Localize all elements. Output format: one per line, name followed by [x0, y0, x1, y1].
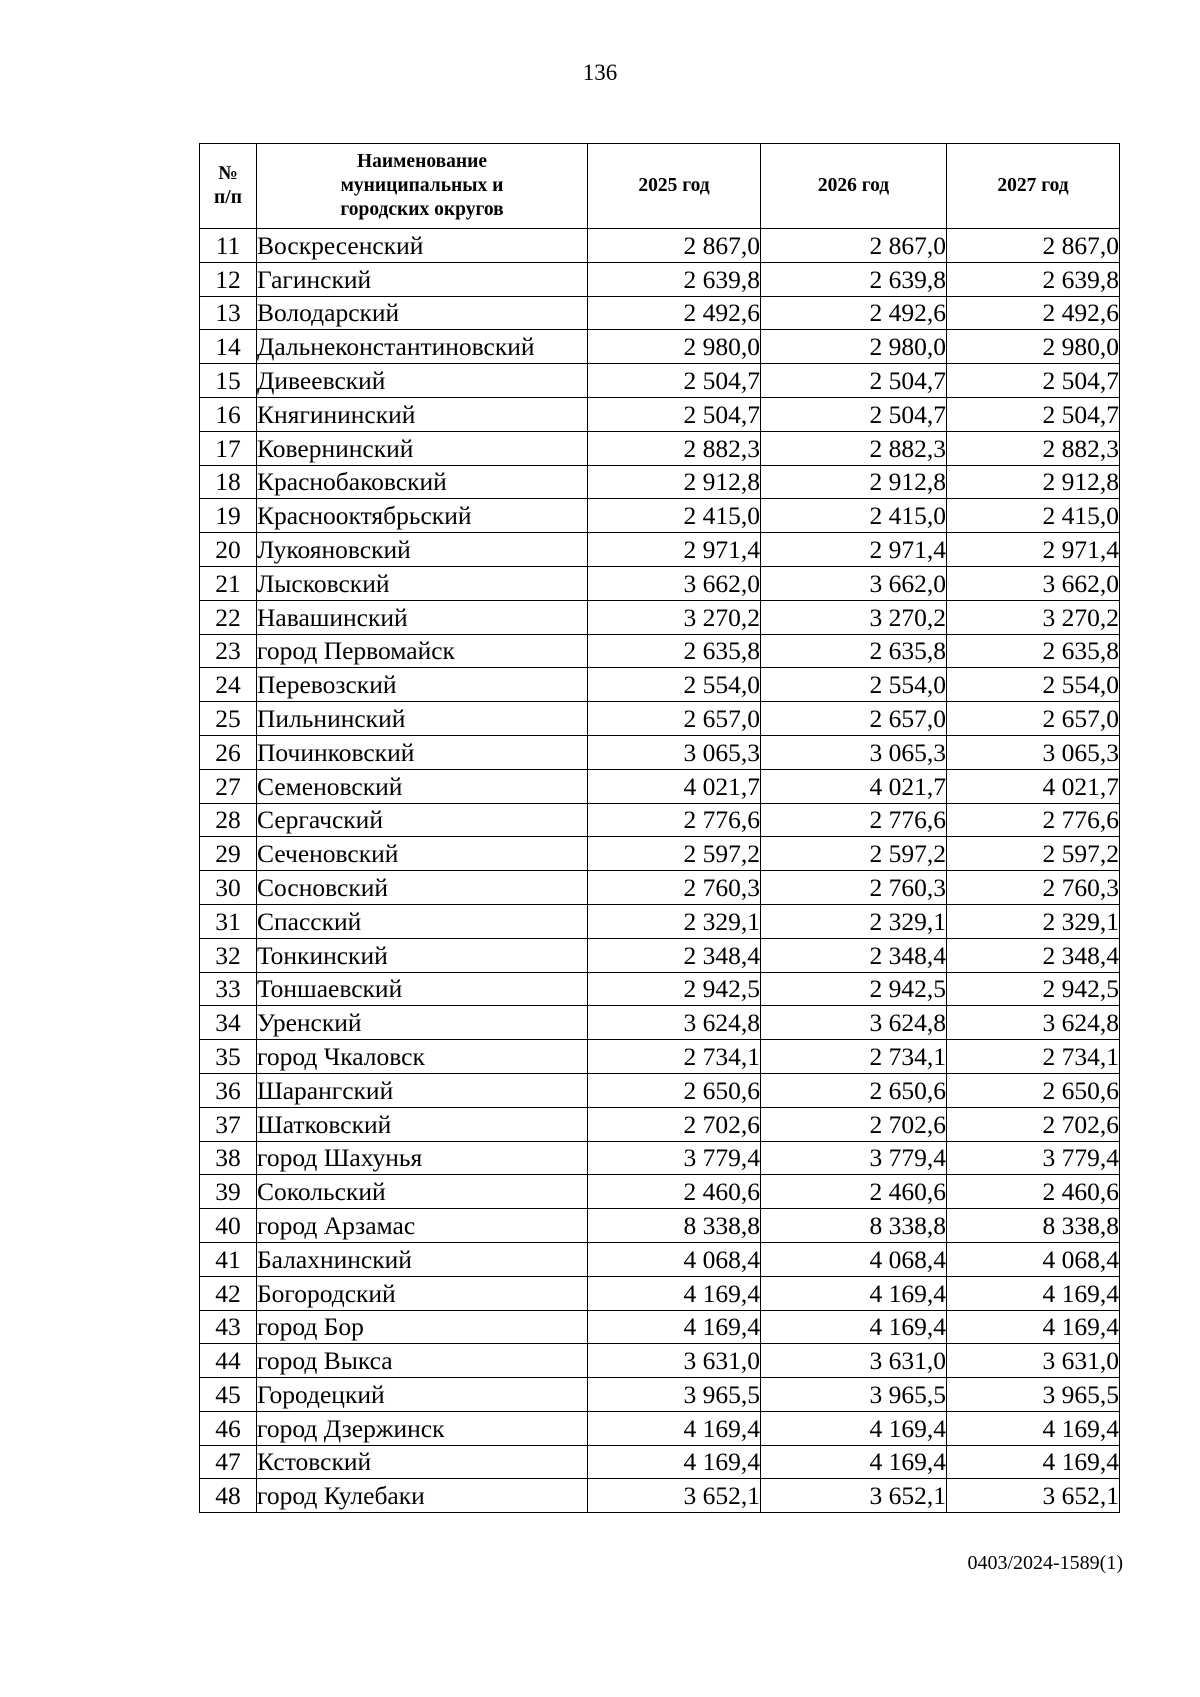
value-2027-cell: 2 639,8 [947, 262, 1120, 296]
row-number-cell: 43 [200, 1310, 257, 1344]
value-2027-cell: 2 980,0 [947, 330, 1120, 364]
value-2027-cell: 4 169,4 [947, 1310, 1120, 1344]
row-number-cell: 17 [200, 431, 257, 465]
value-2027-cell: 3 065,3 [947, 735, 1120, 769]
value-2026-cell: 4 169,4 [761, 1445, 947, 1479]
table-row [200, 837, 1120, 871]
value-2026-cell: 3 065,3 [761, 735, 947, 769]
header-2027: 2027 год [947, 144, 1120, 229]
value-2025-cell: 3 270,2 [588, 600, 761, 634]
table-row [200, 262, 1120, 296]
table-row [200, 465, 1120, 499]
table-row [200, 566, 1120, 600]
header-2026: 2026 год [761, 144, 947, 229]
value-2025-cell: 3 965,5 [588, 1378, 761, 1412]
table-row [200, 702, 1120, 736]
table-row [200, 972, 1120, 1006]
municipality-name-cell: Пильнинский [257, 702, 588, 736]
value-2027-cell: 2 554,0 [947, 668, 1120, 702]
page-number: 136 [582, 60, 618, 85]
row-number-cell: 24 [200, 668, 257, 702]
municipality-name-cell: город Дзержинск [257, 1411, 588, 1445]
municipality-name-cell: Ковернинский [257, 431, 588, 465]
municipality-name-cell: Кстовский [257, 1445, 588, 1479]
value-2026-cell: 2 492,6 [761, 296, 947, 330]
value-2026-cell: 4 021,7 [761, 769, 947, 803]
value-2027-cell: 2 650,6 [947, 1073, 1120, 1107]
municipality-name-cell: Шарангский [257, 1073, 588, 1107]
row-number-cell: 33 [200, 972, 257, 1006]
row-number-cell: 34 [200, 1006, 257, 1040]
municipality-name-cell: Дальнеконстантиновский [257, 330, 588, 364]
municipality-name-cell: Лукояновский [257, 533, 588, 567]
row-number-cell: 20 [200, 533, 257, 567]
value-2025-cell: 2 554,0 [588, 668, 761, 702]
table-row [200, 904, 1120, 938]
municipality-name-cell: Навашинский [257, 600, 588, 634]
value-2025-cell: 4 169,4 [588, 1411, 761, 1445]
value-2026-cell: 3 779,4 [761, 1141, 947, 1175]
row-number-cell: 28 [200, 803, 257, 837]
value-2026-cell: 3 662,0 [761, 566, 947, 600]
value-2026-cell: 2 776,6 [761, 803, 947, 837]
value-2027-cell: 2 734,1 [947, 1040, 1120, 1074]
value-2027-cell: 2 912,8 [947, 465, 1120, 499]
value-2026-cell: 2 597,2 [761, 837, 947, 871]
municipality-name-cell: Городецкий [257, 1378, 588, 1412]
table-row [200, 1141, 1120, 1175]
value-2027-cell: 2 971,4 [947, 533, 1120, 567]
municipality-name-cell: Тоншаевский [257, 972, 588, 1006]
budget-table [199, 143, 1120, 1513]
table-row [200, 229, 1120, 263]
municipality-name-cell: город Выкса [257, 1344, 588, 1378]
table-row [200, 1175, 1120, 1209]
table-row [200, 1310, 1120, 1344]
table-row [200, 1445, 1120, 1479]
municipality-name-cell: Краснооктябрьский [257, 499, 588, 533]
row-number-cell: 12 [200, 262, 257, 296]
municipality-name-cell: Богородский [257, 1276, 588, 1310]
value-2027-cell: 2 415,0 [947, 499, 1120, 533]
value-2025-cell: 4 021,7 [588, 769, 761, 803]
value-2026-cell: 2 971,4 [761, 533, 947, 567]
value-2026-cell: 2 348,4 [761, 938, 947, 972]
value-2026-cell: 2 657,0 [761, 702, 947, 736]
value-2025-cell: 2 882,3 [588, 431, 761, 465]
value-2027-cell: 4 169,4 [947, 1276, 1120, 1310]
table-row [200, 364, 1120, 398]
value-2026-cell: 2 760,3 [761, 871, 947, 905]
table-row [200, 296, 1120, 330]
value-2025-cell: 3 631,0 [588, 1344, 761, 1378]
municipality-name-cell: Перевозский [257, 668, 588, 702]
row-number-cell: 26 [200, 735, 257, 769]
row-number-cell: 13 [200, 296, 257, 330]
row-number-cell: 48 [200, 1479, 257, 1513]
municipality-name-cell: Сеченовский [257, 837, 588, 871]
header-2025: 2025 год [588, 144, 761, 229]
table-row [200, 1107, 1120, 1141]
table-row [200, 533, 1120, 567]
value-2027-cell: 2 635,8 [947, 634, 1120, 668]
value-2027-cell: 2 657,0 [947, 702, 1120, 736]
value-2027-cell: 2 348,4 [947, 938, 1120, 972]
value-2025-cell: 3 652,1 [588, 1479, 761, 1513]
value-2027-cell: 2 882,3 [947, 431, 1120, 465]
value-2025-cell: 2 650,6 [588, 1073, 761, 1107]
table-row [200, 803, 1120, 837]
value-2026-cell: 4 169,4 [761, 1276, 947, 1310]
row-number-cell: 32 [200, 938, 257, 972]
value-2025-cell: 2 329,1 [588, 904, 761, 938]
municipality-name-cell: Володарский [257, 296, 588, 330]
row-number-cell: 19 [200, 499, 257, 533]
value-2025-cell: 4 169,4 [588, 1276, 761, 1310]
row-number-cell: 36 [200, 1073, 257, 1107]
municipality-name-cell: Княгининский [257, 397, 588, 431]
municipality-name-cell: Уренский [257, 1006, 588, 1040]
row-number-cell: 46 [200, 1411, 257, 1445]
value-2027-cell: 2 460,6 [947, 1175, 1120, 1209]
value-2026-cell: 2 882,3 [761, 431, 947, 465]
value-2025-cell: 2 635,8 [588, 634, 761, 668]
municipality-name-cell: город Шахунья [257, 1141, 588, 1175]
municipality-name-cell: Спасский [257, 904, 588, 938]
value-2026-cell: 2 504,7 [761, 397, 947, 431]
value-2026-cell: 2 702,6 [761, 1107, 947, 1141]
value-2025-cell: 2 504,7 [588, 397, 761, 431]
value-2027-cell: 2 867,0 [947, 229, 1120, 263]
value-2027-cell: 2 942,5 [947, 972, 1120, 1006]
value-2027-cell: 3 779,4 [947, 1141, 1120, 1175]
value-2026-cell: 3 652,1 [761, 1479, 947, 1513]
municipality-name-cell: Тонкинский [257, 938, 588, 972]
row-number-cell: 37 [200, 1107, 257, 1141]
value-2027-cell: 3 662,0 [947, 566, 1120, 600]
value-2027-cell: 3 652,1 [947, 1479, 1120, 1513]
value-2025-cell: 3 624,8 [588, 1006, 761, 1040]
table-row [200, 1242, 1120, 1276]
table-row [200, 431, 1120, 465]
municipality-name-cell: Воскресенский [257, 229, 588, 263]
value-2026-cell: 3 270,2 [761, 600, 947, 634]
value-2025-cell: 2 776,6 [588, 803, 761, 837]
row-number-cell: 42 [200, 1276, 257, 1310]
row-number-cell: 11 [200, 229, 257, 263]
table-header-row [200, 144, 1120, 229]
value-2026-cell: 2 980,0 [761, 330, 947, 364]
value-2025-cell: 2 867,0 [588, 229, 761, 263]
value-2025-cell: 2 348,4 [588, 938, 761, 972]
value-2025-cell: 3 065,3 [588, 735, 761, 769]
value-2025-cell: 2 942,5 [588, 972, 761, 1006]
table-row [200, 871, 1120, 905]
table-body [200, 229, 1120, 1513]
header-name [257, 144, 588, 229]
row-number-cell: 29 [200, 837, 257, 871]
table-row [200, 668, 1120, 702]
value-2026-cell: 4 169,4 [761, 1411, 947, 1445]
value-2025-cell: 2 597,2 [588, 837, 761, 871]
value-2027-cell: 8 338,8 [947, 1209, 1120, 1243]
value-2025-cell: 2 657,0 [588, 702, 761, 736]
row-number-cell: 44 [200, 1344, 257, 1378]
table-row [200, 1073, 1120, 1107]
table-row [200, 1276, 1120, 1310]
municipality-name-cell: Шатковский [257, 1107, 588, 1141]
row-number-cell: 14 [200, 330, 257, 364]
value-2026-cell: 8 338,8 [761, 1209, 947, 1243]
value-2026-cell: 3 624,8 [761, 1006, 947, 1040]
row-number-cell: 31 [200, 904, 257, 938]
value-2026-cell: 3 965,5 [761, 1378, 947, 1412]
value-2026-cell: 2 912,8 [761, 465, 947, 499]
value-2025-cell: 2 415,0 [588, 499, 761, 533]
municipality-name-cell: Сосновский [257, 871, 588, 905]
table-row [200, 499, 1120, 533]
municipality-name-cell: Балахнинский [257, 1242, 588, 1276]
value-2026-cell: 2 554,0 [761, 668, 947, 702]
value-2027-cell: 2 492,6 [947, 296, 1120, 330]
value-2026-cell: 2 650,6 [761, 1073, 947, 1107]
row-number-cell: 15 [200, 364, 257, 398]
municipality-name-cell: Семеновский [257, 769, 588, 803]
municipality-name-cell: Сергачский [257, 803, 588, 837]
value-2025-cell: 2 980,0 [588, 330, 761, 364]
value-2027-cell: 2 597,2 [947, 837, 1120, 871]
municipality-name-cell: город Кулебаки [257, 1479, 588, 1513]
municipality-name-cell: Лысковский [257, 566, 588, 600]
municipality-name-cell: Починковский [257, 735, 588, 769]
row-number-cell: 47 [200, 1445, 257, 1479]
value-2025-cell: 2 702,6 [588, 1107, 761, 1141]
row-number-cell: 30 [200, 871, 257, 905]
document-code: 0403/2024-1589(1) [967, 1552, 1123, 1574]
value-2027-cell: 2 329,1 [947, 904, 1120, 938]
row-number-cell: 18 [200, 465, 257, 499]
header-number-label: № п/п [214, 163, 242, 208]
value-2027-cell: 4 068,4 [947, 1242, 1120, 1276]
value-2025-cell: 2 760,3 [588, 871, 761, 905]
table-row [200, 938, 1120, 972]
value-2025-cell: 2 504,7 [588, 364, 761, 398]
value-2025-cell: 2 734,1 [588, 1040, 761, 1074]
value-2025-cell: 2 492,6 [588, 296, 761, 330]
header-name-label: Наименование муниципальных и городских округов [340, 151, 504, 220]
value-2025-cell: 8 338,8 [588, 1209, 761, 1243]
value-2025-cell: 4 169,4 [588, 1310, 761, 1344]
value-2026-cell: 2 504,7 [761, 364, 947, 398]
row-number-cell: 39 [200, 1175, 257, 1209]
municipality-name-cell: Краснобаковский [257, 465, 588, 499]
value-2026-cell: 4 068,4 [761, 1242, 947, 1276]
table-row [200, 1040, 1120, 1074]
value-2026-cell: 2 639,8 [761, 262, 947, 296]
value-2027-cell: 2 504,7 [947, 397, 1120, 431]
value-2025-cell: 3 662,0 [588, 566, 761, 600]
table-row [200, 600, 1120, 634]
table-row [200, 634, 1120, 668]
value-2026-cell: 2 460,6 [761, 1175, 947, 1209]
row-number-cell: 27 [200, 769, 257, 803]
value-2025-cell: 3 779,4 [588, 1141, 761, 1175]
value-2027-cell: 4 169,4 [947, 1411, 1120, 1445]
value-2026-cell: 3 631,0 [761, 1344, 947, 1378]
row-number-cell: 38 [200, 1141, 257, 1175]
value-2027-cell: 3 965,5 [947, 1378, 1120, 1412]
row-number-cell: 40 [200, 1209, 257, 1243]
value-2026-cell: 4 169,4 [761, 1310, 947, 1344]
table-row [200, 1344, 1120, 1378]
value-2026-cell: 2 415,0 [761, 499, 947, 533]
value-2025-cell: 4 169,4 [588, 1445, 761, 1479]
table-row [200, 769, 1120, 803]
value-2025-cell: 2 639,8 [588, 262, 761, 296]
table-row [200, 1378, 1120, 1412]
value-2025-cell: 2 971,4 [588, 533, 761, 567]
municipality-name-cell: Гагинский [257, 262, 588, 296]
table-row [200, 397, 1120, 431]
value-2025-cell: 2 460,6 [588, 1175, 761, 1209]
row-number-cell: 25 [200, 702, 257, 736]
municipality-name-cell: Сокольский [257, 1175, 588, 1209]
table-row [200, 1006, 1120, 1040]
row-number-cell: 21 [200, 566, 257, 600]
row-number-cell: 22 [200, 600, 257, 634]
municipality-name-cell: город Арзамас [257, 1209, 588, 1243]
value-2026-cell: 2 942,5 [761, 972, 947, 1006]
table-row [200, 1209, 1120, 1243]
header-number [200, 144, 257, 229]
row-number-cell: 16 [200, 397, 257, 431]
table-row [200, 735, 1120, 769]
value-2025-cell: 4 068,4 [588, 1242, 761, 1276]
value-2026-cell: 2 867,0 [761, 229, 947, 263]
value-2026-cell: 2 635,8 [761, 634, 947, 668]
table-row [200, 330, 1120, 364]
municipality-name-cell: город Первомайск [257, 634, 588, 668]
value-2027-cell: 2 776,6 [947, 803, 1120, 837]
row-number-cell: 23 [200, 634, 257, 668]
value-2027-cell: 2 702,6 [947, 1107, 1120, 1141]
municipality-name-cell: Дивеевский [257, 364, 588, 398]
value-2027-cell: 3 270,2 [947, 600, 1120, 634]
value-2025-cell: 2 912,8 [588, 465, 761, 499]
table-row [200, 1411, 1120, 1445]
value-2027-cell: 2 760,3 [947, 871, 1120, 905]
value-2027-cell: 4 169,4 [947, 1445, 1120, 1479]
value-2026-cell: 2 734,1 [761, 1040, 947, 1074]
value-2027-cell: 2 504,7 [947, 364, 1120, 398]
row-number-cell: 41 [200, 1242, 257, 1276]
row-number-cell: 35 [200, 1040, 257, 1074]
value-2027-cell: 3 624,8 [947, 1006, 1120, 1040]
value-2027-cell: 3 631,0 [947, 1344, 1120, 1378]
municipality-name-cell: город Бор [257, 1310, 588, 1344]
row-number-cell: 45 [200, 1378, 257, 1412]
table-row [200, 1479, 1120, 1513]
municipality-name-cell: город Чкаловск [257, 1040, 588, 1074]
value-2026-cell: 2 329,1 [761, 904, 947, 938]
value-2027-cell: 4 021,7 [947, 769, 1120, 803]
